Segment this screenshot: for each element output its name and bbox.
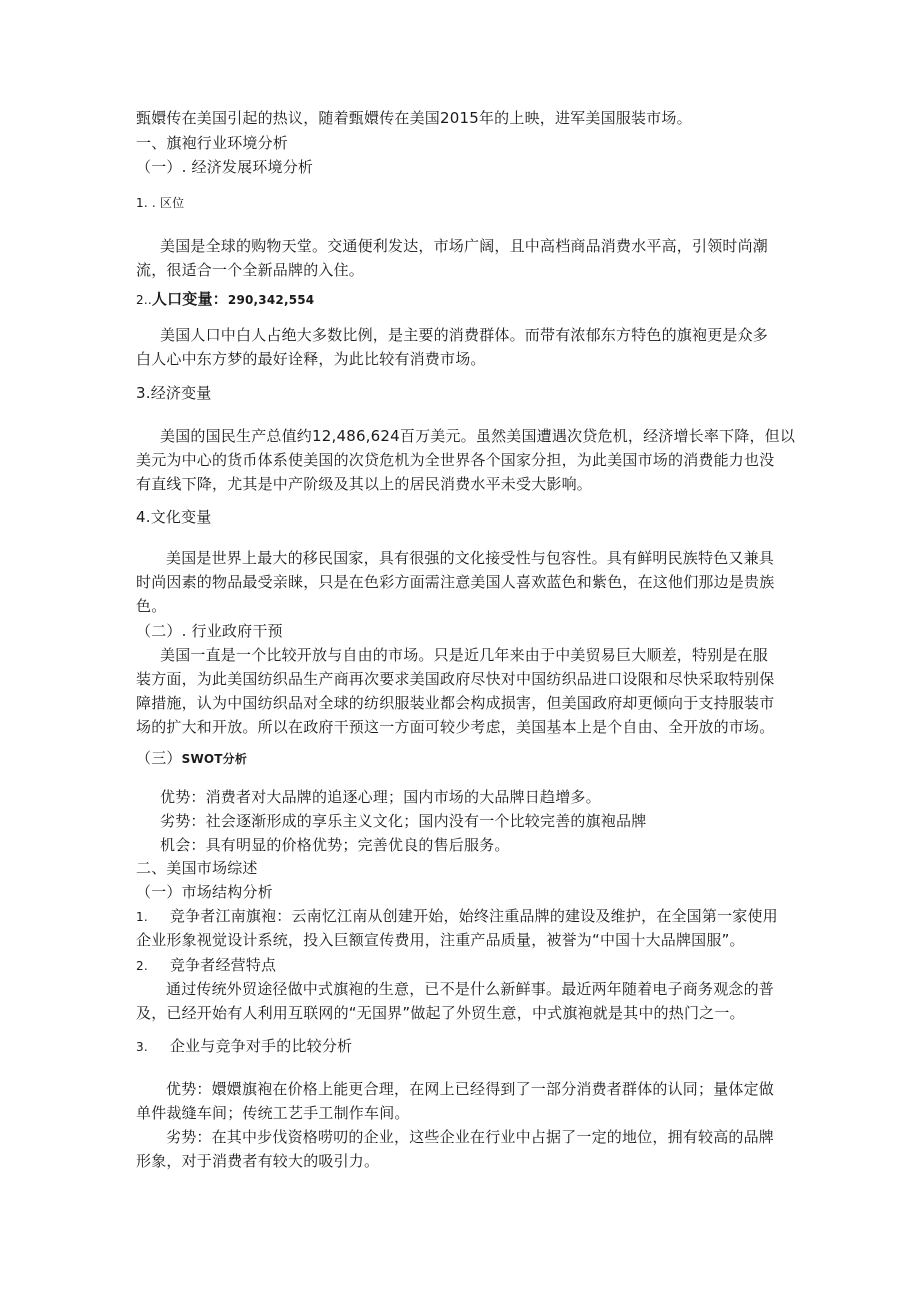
- swot-weakness: 劣势：社会逐渐形成的享乐主义文化；国内没有一个比较完善的旗袍品牌: [160, 812, 647, 830]
- paragraph-culture-line: 美国是世界上最大的移民国家，具有很强的文化接受性与包容性。具有鲜明民族特色又兼具: [166, 549, 775, 567]
- paragraph-government-line: 场的扩大和开放。所以在政府干预这一方面可较少考虑，美国基本上是个自由、全开放的市场。: [136, 718, 775, 736]
- swot-opportunity: 机会：具有明显的价格优势；完善优良的售后服务。: [160, 836, 510, 854]
- paragraph-government-line: 障措施，认为中国纺织品对全球的纺织服装业都会构成损害，但美国政府却更倾向于支持服装市: [136, 694, 775, 712]
- paragraph-comparison-advantage-line: 单件裁缝车间；传统工艺手工制作车间。: [136, 1104, 410, 1122]
- list-item-continuation: 企业形象视觉设计系统，投入巨额宣传费用，注重产品质量，被誉为“中国十大品牌国服”。: [136, 931, 745, 949]
- heading-us-market: 二、美国市场综述: [136, 859, 258, 877]
- list-item-text: 企业与竞争对手的比较分析: [169, 1037, 353, 1055]
- heading-swot: [136, 748, 247, 769]
- heading-industry-analysis: 一、旗袍行业环境分析: [136, 134, 289, 152]
- population-value: 290,342,554: [227, 293, 315, 307]
- list-item-comparison: [136, 1036, 352, 1057]
- paragraph-population-line: 白人心中东方梦的最好诠释，为此比较有消费市场。: [136, 350, 486, 368]
- list-number: 1.: [136, 910, 148, 924]
- list-number: 3.: [136, 1040, 148, 1054]
- paragraph-culture-line: 时尚因素的物品最受亲睐，只是在色彩方面需注意美国人喜欢蓝色和紫色，在这他们那边是贵族: [136, 573, 775, 591]
- paragraph-economy-line: 有直线下降，尤其是中产阶级及其以上的居民消费水平未受大影响。: [136, 475, 593, 493]
- heading-culture-variable: 4.文化变量: [136, 508, 212, 526]
- heading-location: 1. . 区位: [136, 196, 185, 210]
- paragraph-location-line: 流，很适合一个全新品牌的入住。: [136, 261, 365, 279]
- population-number: 2..: [136, 293, 152, 307]
- heading-market-structure: （一）市场结构分析: [136, 883, 273, 901]
- list-item-competitor-features: [136, 955, 276, 976]
- swot-label: SWOT分析: [181, 752, 248, 766]
- paragraph-economy-line: 美国的国民生产总值约12,486,624百万美元。虽然美国遭遇次贷危机，经济增长率下降，但以: [160, 427, 796, 445]
- list-item-text: 竞争者经营特点: [169, 956, 277, 974]
- paragraph-economy-line: 美元为中心的货币体系使美国的次贷危机为全世界各个国家分担，为此美国市场的消费能力也没: [136, 451, 775, 469]
- paragraph-location-line: 美国是全球的购物天堂。交通便利发达，市场广阔，且中高档商品消费水平高，引领时尚潮: [160, 237, 769, 255]
- paragraph-competitor-line: 通过传统外贸途径做中式旗袍的生意，已不是什么新鲜事。最近两年随着电子商务观念的普: [166, 980, 775, 998]
- paragraph-government-line: 美国一直是一个比较开放与自由的市场。只是近几年来由于中美贸易巨大顺差，特别是在服: [160, 646, 769, 664]
- intro-text: 甄嬛传在美国引起的热议，随着甄嬛传在美国2015年的上映，进军美国服装市场。: [136, 109, 692, 127]
- list-number: 2.: [136, 959, 148, 973]
- paragraph-population-line: 美国人口中白人占绝大多数比例，是主要的消费群体。而带有浓郁东方特色的旗袍更是众多: [160, 326, 769, 344]
- paragraph-comparison-advantage-line: 优势：嬛嬛旗袍在价格上能更合理，在网上已经得到了一部分消费者群体的认同；量体定做: [166, 1080, 775, 1098]
- swot-prefix: （三）: [136, 749, 182, 767]
- heading-economy-variable: 3.经济变量: [136, 384, 212, 402]
- heading-economy-environment: （一）. 经济发展环境分析: [136, 158, 314, 176]
- heading-population: [136, 289, 314, 310]
- paragraph-competitor-line: 及，已经开始有人利用互联网的“无国界”做起了外贸生意，中式旗袍就是其中的热门之一。: [136, 1004, 745, 1022]
- list-item-competitor-jiangnan: [136, 906, 778, 927]
- paragraph-government-line: 装方面，为此美国纺织品生产商再次要求美国政府尽快对中国纺织品进口设限和尽快采取特别保: [136, 670, 775, 688]
- swot-strength: 优势：消费者对大品牌的追逐心理；国内市场的大品牌日趋增多。: [160, 788, 601, 806]
- list-item-text: 竞争者江南旗袍：云南忆江南从创建开始，始终注重品牌的建设及维护，在全国第一家使用: [169, 907, 778, 925]
- population-label: 人口变量：: [151, 290, 228, 308]
- paragraph-comparison-disadvantage-line: 形象，对于消费者有较大的吸引力。: [136, 1152, 380, 1170]
- paragraph-comparison-disadvantage-line: 劣势：在其中步伐资格唠叨的企业，这些企业在行业中占据了一定的地位，拥有较高的品牌: [166, 1128, 775, 1146]
- paragraph-culture-line: 色。: [136, 597, 167, 615]
- heading-government-intervention: （二）. 行业政府干预: [136, 622, 283, 640]
